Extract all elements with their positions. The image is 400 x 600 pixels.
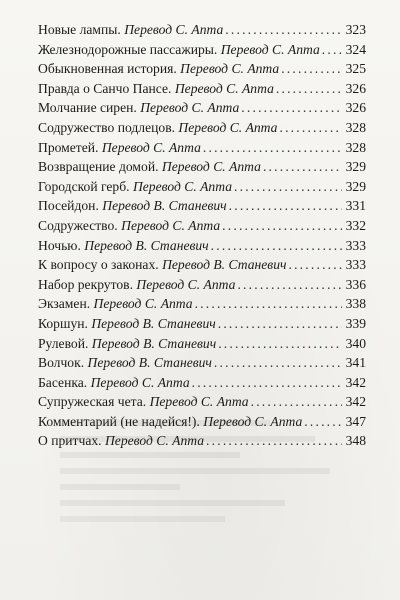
entry-title: Железнодорожные пассажиры.: [38, 41, 218, 57]
entry-page-number: 326: [345, 100, 366, 116]
toc-entry: [38, 59, 366, 79]
entry-title: К вопросу о законах.: [38, 257, 159, 273]
entry-page-number: 328: [345, 119, 366, 135]
entry-translator: Перевод В. Станевич: [91, 315, 216, 331]
toc-entry: [38, 118, 366, 138]
entry-title: Ночью.: [38, 237, 81, 253]
dot-leader: [229, 196, 342, 216]
entry-title: О притчах.: [38, 433, 102, 449]
entry-translator: Перевод С. Апта: [149, 394, 249, 410]
entry-page-number: 332: [345, 217, 366, 233]
entry-page-number: 338: [345, 296, 366, 312]
dot-leader: [251, 392, 342, 412]
entry-translator: Перевод С. Апта: [101, 139, 201, 155]
toc-entry: [38, 40, 366, 60]
toc-entry: [38, 196, 366, 216]
dot-leader: [195, 294, 342, 314]
dot-leader: [281, 59, 342, 79]
dot-leader: [288, 255, 342, 275]
entry-page-number: 329: [345, 178, 366, 194]
toc-entry: [38, 138, 366, 158]
entry-translator: Перевод С. Апта: [161, 159, 261, 175]
entry-page-number: 324: [345, 41, 366, 57]
dot-leader: [279, 118, 342, 138]
toc-entry: [38, 255, 366, 275]
entry-title: Обыкновенная история.: [38, 61, 177, 77]
toc-entry: [38, 294, 366, 314]
toc-entry: [38, 353, 366, 373]
table-of-contents: [38, 20, 366, 451]
toc-entry: [38, 334, 366, 354]
toc-entry: [38, 177, 366, 197]
dot-leader: [218, 334, 342, 354]
entry-translator: Перевод С. Апта: [136, 276, 236, 292]
entry-title: Новые лампы.: [38, 22, 121, 37]
dot-leader: [322, 40, 342, 60]
entry-translator: Перевод В. Станевич: [87, 355, 212, 371]
dot-leader: [276, 79, 342, 99]
toc-entry: [38, 314, 366, 334]
toc-entry: [38, 236, 366, 256]
entry-translator: Перевод С. Апта: [220, 41, 320, 57]
entry-page-number: 331: [345, 198, 366, 214]
entry-page-number: 336: [345, 276, 366, 292]
dot-leader: [263, 157, 342, 177]
toc-entry: [38, 20, 366, 40]
entry-translator: Перевод В. Станевич: [162, 257, 287, 273]
entry-page-number: 341: [345, 355, 366, 371]
entry-title: Набор рекрутов.: [38, 276, 133, 292]
entry-page-number: 326: [345, 80, 366, 96]
entry-title: Молчание сирен.: [38, 100, 137, 116]
entry-title: Содружество.: [38, 217, 118, 233]
dot-leader: [206, 431, 342, 451]
entry-translator: Перевод В. Станевич: [84, 237, 209, 253]
dot-leader: [304, 412, 342, 432]
entry-title: Комментарий (не надейся!).: [38, 413, 200, 429]
dot-leader: [214, 353, 342, 373]
entry-page-number: 347: [345, 413, 366, 429]
entry-page-number: 340: [345, 335, 366, 351]
entry-title: Басенка.: [38, 374, 88, 390]
entry-title: Рулевой.: [38, 335, 89, 351]
entry-title: Городской герб.: [38, 178, 130, 194]
toc-entry: [38, 98, 366, 118]
dot-leader: [192, 373, 342, 393]
toc-entry: [38, 157, 366, 177]
entry-translator: Перевод С. Апта: [178, 119, 278, 135]
entry-title: Посейдон.: [38, 198, 99, 214]
entry-page-number: 325: [345, 61, 366, 77]
toc-entry: [38, 392, 366, 412]
entry-title: Возвращение домой.: [38, 159, 159, 175]
entry-translator: Перевод С. Апта: [93, 296, 193, 312]
entry-translator: Перевод С. Апта: [104, 433, 205, 449]
entry-title: Экзамен.: [38, 296, 91, 312]
entry-translator: Перевод С. Апта: [90, 374, 190, 390]
entry-translator: Перевод С. Апта: [121, 217, 221, 233]
entry-title: Коршун.: [38, 315, 88, 331]
entry-translator: Перевод С. Апта: [180, 61, 280, 77]
entry-page-number: 328: [345, 139, 366, 155]
entry-page-number: 342: [345, 394, 366, 410]
entry-page-number: 333: [345, 257, 366, 273]
toc-entry: [38, 412, 366, 432]
toc-entry: [38, 79, 366, 99]
dot-leader: [203, 138, 342, 158]
entry-page-number: 342: [345, 374, 366, 390]
entry-translator: Перевод С. Апта: [140, 100, 240, 116]
entry-title: Волчок.: [38, 355, 85, 371]
entry-translator: Перевод С. Апта: [174, 80, 274, 96]
entry-page-number: 329: [345, 159, 366, 175]
entry-title: Прометей.: [38, 139, 99, 155]
entry-translator: Перевод В. Станевич: [102, 198, 227, 214]
entry-translator: Перевод С. Апта: [203, 413, 303, 429]
dot-leader: [234, 177, 342, 197]
entry-page-number: 348: [345, 433, 366, 449]
toc-entry: [38, 216, 366, 236]
entry-title: Правда о Санчо Пансе.: [38, 80, 172, 96]
entry-translator: Перевод С. Апта: [132, 178, 232, 194]
toc-entry: [38, 275, 366, 295]
toc-entry: [38, 431, 366, 451]
entry-translator: Перевод С. Апта: [124, 22, 224, 37]
entry-page-number: 339: [345, 315, 366, 331]
entry-title: Супружеская чета.: [38, 394, 147, 410]
toc-entry: [38, 373, 366, 393]
dot-leader: [222, 216, 342, 236]
entry-translator: Перевод В. Станевич: [91, 335, 217, 351]
entry-page-number: 333: [345, 237, 366, 253]
entry-page-number: 323: [345, 22, 366, 37]
dot-leader: [237, 275, 342, 295]
dot-leader: [218, 314, 342, 334]
dot-leader: [241, 98, 342, 118]
dot-leader: [211, 236, 342, 256]
entry-title: Содружество подлецов.: [38, 119, 176, 135]
dot-leader: [225, 20, 342, 40]
